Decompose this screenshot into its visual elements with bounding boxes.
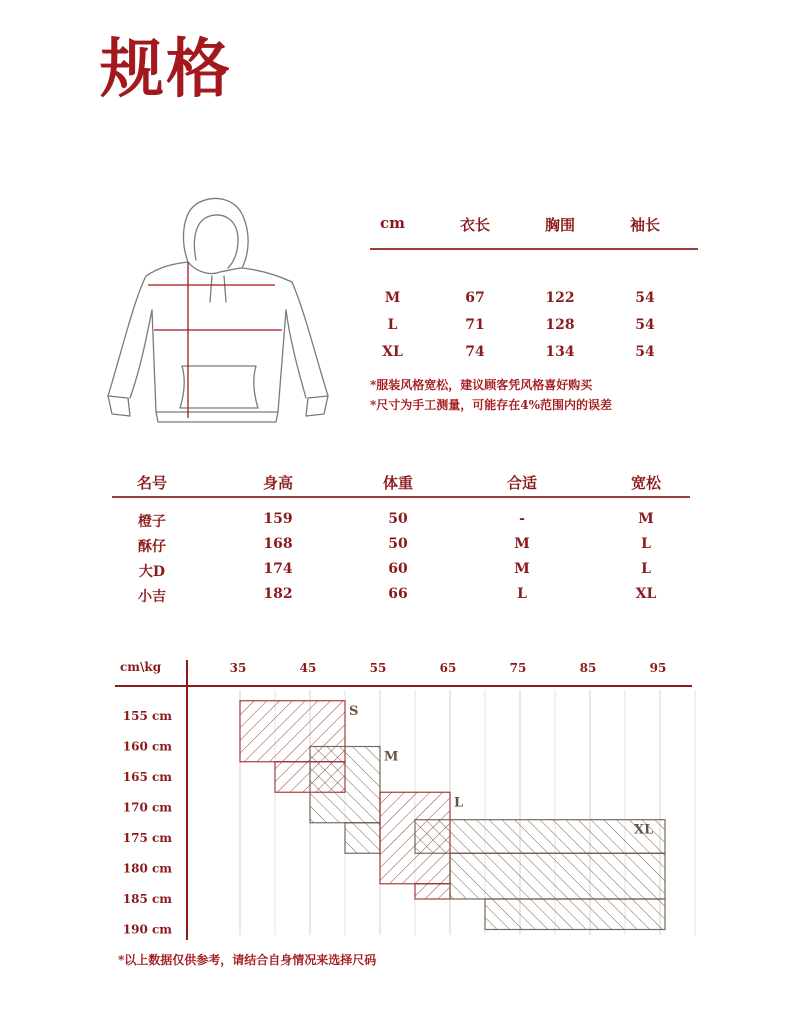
note-fit: *服装风格宽松，建议顾客凭风格喜好购买 — [370, 378, 593, 392]
x-tick-label: 85 — [579, 661, 597, 675]
cell-fit: M — [514, 536, 530, 552]
y-tick-label: 155 cm — [122, 709, 172, 723]
y-tick-label: 180 cm — [122, 861, 172, 876]
chart-corner-label: cm\kg — [120, 660, 162, 674]
size-region-xl — [485, 899, 665, 930]
x-tick-label: 75 — [509, 661, 527, 675]
cell-weight: 50 — [388, 511, 408, 527]
cell-loose: L — [641, 536, 651, 552]
y-tick-label: 170 cm — [122, 800, 172, 815]
cell-name: 小吉 — [138, 589, 166, 605]
cell-sleeve: 54 — [635, 290, 655, 306]
col-loose: 宽松 — [630, 474, 661, 492]
size-label-l: L — [454, 795, 464, 811]
cell-loose: XL — [635, 586, 657, 602]
col-unit: cm — [379, 214, 405, 232]
cell-weight: 66 — [388, 586, 408, 602]
cell-length: 71 — [465, 317, 485, 333]
y-tick-label: 175 cm — [122, 831, 172, 845]
cell-chest: 122 — [545, 290, 575, 306]
y-tick-label: 185 cm — [122, 892, 172, 906]
col-weight: 体重 — [382, 474, 413, 492]
cell-size: L — [387, 317, 398, 333]
cell-sleeve: 54 — [635, 317, 655, 333]
y-tick-label: 160 cm — [122, 739, 172, 754]
cell-weight: 50 — [388, 536, 408, 552]
cell-fit: - — [519, 511, 525, 527]
size-label-xl: XL — [634, 822, 654, 838]
x-tick-label: 65 — [439, 661, 457, 675]
cell-name: 橙子 — [138, 514, 166, 530]
x-tick-label: 45 — [299, 661, 317, 675]
size-region-m — [310, 747, 380, 823]
x-tick-label: 95 — [649, 661, 667, 675]
cell-sleeve: 54 — [635, 344, 655, 360]
size-region-m — [345, 823, 380, 854]
col-height: 身高 — [262, 474, 293, 492]
note-measure: *尺寸为手工测量，可能存在4%范围内的误差 — [370, 398, 613, 412]
size-label-s: S — [349, 703, 359, 719]
cell-name: 大D — [138, 564, 166, 580]
cell-height: 168 — [263, 536, 293, 552]
cell-height: 174 — [263, 561, 293, 577]
size-label-m: M — [384, 749, 399, 765]
chart-footnote: *以上数据仅供参考，请结合自身情况来选择尺码 — [118, 953, 377, 967]
cell-length: 74 — [465, 344, 485, 360]
page-title: 规格 — [100, 32, 232, 107]
size-region-xl — [450, 853, 665, 899]
cell-height: 159 — [263, 511, 293, 527]
cell-fit: L — [517, 586, 527, 602]
col-chest: 胸围 — [544, 216, 575, 234]
cell-weight: 60 — [388, 561, 408, 577]
y-tick-label: 190 cm — [122, 922, 172, 937]
col-sleeve: 袖长 — [629, 216, 660, 234]
col-fit: 合适 — [506, 474, 537, 492]
cell-size: XL — [382, 344, 403, 360]
x-tick-label: 35 — [229, 661, 247, 675]
cell-name: 酥仔 — [138, 539, 166, 555]
cell-loose: M — [638, 511, 654, 527]
cell-fit: M — [514, 561, 530, 577]
cell-length: 67 — [465, 290, 485, 306]
cell-height: 182 — [263, 586, 293, 602]
cell-size: M — [384, 290, 401, 306]
size-region-l — [415, 884, 450, 899]
cell-loose: L — [641, 561, 651, 577]
y-tick-label: 165 cm — [122, 770, 172, 784]
cell-chest: 128 — [545, 317, 575, 333]
x-tick-label: 55 — [369, 661, 387, 675]
size-region-xl — [415, 820, 665, 854]
col-length: 衣长 — [459, 216, 490, 234]
col-name: 名号 — [136, 474, 167, 492]
cell-chest: 134 — [545, 344, 575, 360]
